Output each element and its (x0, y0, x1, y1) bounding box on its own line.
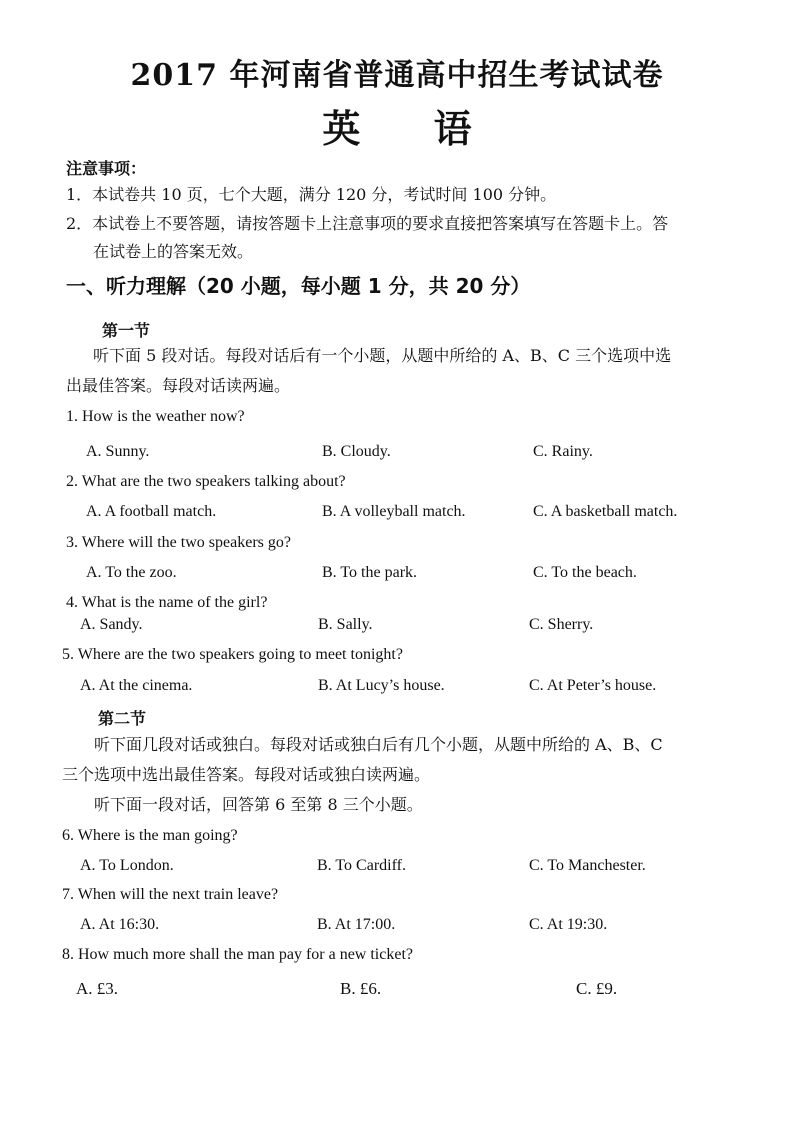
question-6: 6. Where is the man going? (62, 827, 238, 844)
part1-instruction (66, 341, 746, 401)
note-item-2-line2: 在试卷上的答案无效。 (93, 242, 254, 261)
question-6-option-a: A. To London. (80, 857, 174, 874)
question-5-option-a: A. At the cinema. (80, 677, 193, 694)
question-2-option-b: B. A volleyball match. (322, 503, 466, 520)
question-2-option-a: A. A football match. (86, 503, 217, 520)
question-3-option-c: C. To the beach. (533, 564, 637, 581)
question-1-option-b: B. Cloudy. (322, 443, 391, 460)
part2-instruction (62, 730, 742, 820)
part2-title: 第二节 (98, 709, 147, 728)
question-7: 7. When will the next train leave? (62, 886, 279, 903)
section-title-listening: 一、听力理解（20 小题，每小题 1 分，共 20 分） (66, 274, 531, 298)
question-2-option-c: C. A basketball match. (533, 503, 678, 520)
question-7-option-b: B. At 17:00. (317, 916, 396, 933)
question-2: 2. What are the two speakers talking about? (66, 473, 346, 490)
question-6-option-b: B. To Cardiff. (317, 857, 406, 874)
subject-title: 英 语 (322, 106, 472, 151)
part1-title: 第一节 (102, 321, 151, 340)
question-8: 8. How much more shall the man pay for a new ticket? (62, 946, 413, 963)
question-3-option-b: B. To the park. (322, 564, 418, 581)
part1-instruction-line2: 出最佳答案。每段对话读两遍。 (66, 376, 291, 395)
question-5-option-c: C. At Peter’s house. (529, 677, 657, 694)
part2-instruction-line1: 听下面几段对话或独白。每段对话或独白后有几个小题，从题中所给的 A、B、C (94, 735, 663, 754)
notes-heading: 注意事项： (66, 159, 147, 178)
question-4-option-c: C. Sherry. (529, 616, 594, 633)
question-1-option-a: A. Sunny. (86, 443, 150, 460)
question-3: 3. Where will the two speakers go? (66, 534, 291, 551)
question-5: 5. Where are the two speakers going to meet tonight? (62, 646, 403, 663)
question-4-option-b: B. Sally. (318, 616, 373, 633)
question-4-option-a: A. Sandy. (80, 616, 143, 633)
note-item-2-line1: 2．本试卷上不要答题，请按答题卡上注意事项的要求直接把答案填写在答题卡上。答 (66, 214, 669, 233)
question-1-option-c: C. Rainy. (533, 443, 593, 460)
part2-instruction-line3: 听下面一段对话，回答第 6 至第 8 三个小题。 (94, 795, 423, 814)
question-1: 1. How is the weather now? (66, 408, 245, 425)
question-6-option-c: C. To Manchester. (529, 857, 646, 874)
note-item-2 (66, 210, 746, 266)
question-5-option-b: B. At Lucy’s house. (318, 677, 445, 694)
question-8-option-c: C. £9. (576, 979, 618, 998)
question-7-option-c: C. At 19:30. (529, 916, 608, 933)
exam-title: 2017 年河南省普通高中招生考试试卷 (130, 58, 664, 93)
question-7-option-a: A. At 16:30. (80, 916, 160, 933)
part2-instruction-line2: 三个选项中选出最佳答案。每段对话或独白读两遍。 (62, 765, 431, 784)
part1-instruction-line1: 听下面 5 段对话。每段对话后有一个小题，从题中所给的 A、B、C 三个选项中选 (93, 346, 672, 365)
question-8-option-b: B. £6. (340, 979, 382, 998)
question-3-option-a: A. To the zoo. (86, 564, 177, 581)
question-8-option-a: A. £3. (76, 979, 119, 998)
question-4: 4. What is the name of the girl? (66, 594, 268, 611)
note-item-1: 1．本试卷共 10 页，七个大题，满分 120 分，考试时间 100 分钟。 (66, 185, 557, 204)
